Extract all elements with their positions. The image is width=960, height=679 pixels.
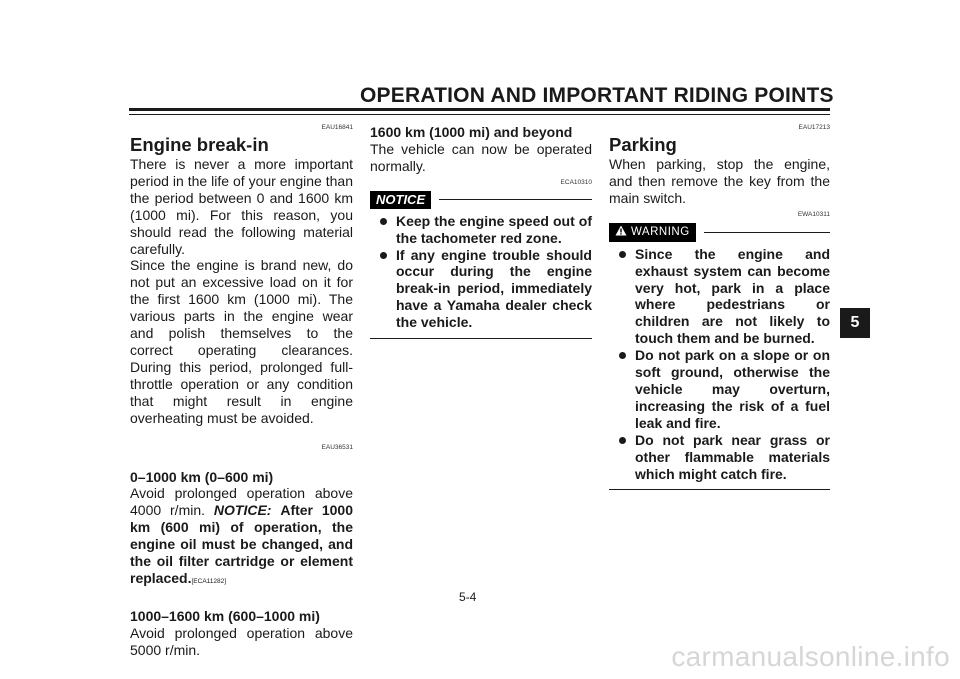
page-header-title: OPERATION AND IMPORTANT RIDING POINTS bbox=[360, 84, 834, 107]
list-item bbox=[370, 247, 592, 332]
warning-triangle-icon bbox=[615, 225, 627, 240]
list-item bbox=[609, 347, 830, 432]
paragraph: There is never a more important period in the life of your engine than the period between 0 and 1600 km (1000 mi). For this reason, you should read the following material carefully. bbox=[130, 156, 353, 257]
paragraph: Avoid prolonged operation above 5000 r/min. bbox=[130, 624, 353, 658]
list-item-text: Keep the engine speed out of the tachometer red zone. bbox=[396, 212, 592, 246]
warning-end-rule bbox=[609, 489, 830, 490]
reference-code: EWA10311 bbox=[797, 210, 830, 218]
chapter-tab: 5 bbox=[840, 308, 870, 338]
warning-header bbox=[609, 223, 830, 242]
section-heading-engine-break-in: Engine break-in bbox=[130, 134, 269, 155]
inline-notice-label: NOTICE: bbox=[213, 502, 272, 519]
bullet-icon bbox=[619, 251, 626, 258]
bullet-icon bbox=[619, 437, 626, 444]
list-item-text: Since the engine and exhaust system can become very hot, park in a place where pedestrians or children are not likely to touch them and be burned. bbox=[635, 245, 830, 347]
watermark-text: carmanualsonline.info bbox=[671, 641, 950, 672]
section-heading-parking: Parking bbox=[609, 134, 677, 155]
reference-code: EAU17213 bbox=[798, 124, 830, 131]
paragraph-with-notice bbox=[130, 485, 353, 590]
paragraph: Since the engine is brand new, do not put an excessive load on it for the first 1600 km (1000 mi). The various parts in the engine wear and polish themselves to the correct operating clearances. During this period, prolonged full-throttle operation or any condition that might result in engine overheating must be avoided. bbox=[130, 257, 353, 426]
notice-end-rule bbox=[370, 338, 592, 339]
subheading-1000-1600km: 1000–1600 km (600–1000 mi) bbox=[130, 607, 320, 624]
warning-badge bbox=[609, 223, 696, 242]
notice-badge: NOTICE bbox=[370, 191, 431, 209]
bullet-icon bbox=[380, 252, 387, 259]
notice-rule bbox=[439, 199, 592, 200]
notice-list bbox=[370, 213, 592, 331]
warning-list bbox=[609, 246, 830, 483]
list-item bbox=[609, 246, 830, 347]
paragraph: The vehicle can now be operated normally. bbox=[370, 140, 592, 174]
column-parking bbox=[609, 124, 830, 490]
bullet-icon bbox=[380, 218, 387, 225]
header-rule-thick bbox=[129, 108, 830, 111]
inline-notice-text: After 1000 km (600 mi) of operation, the engine oil must be changed, and the oil filter cartridge or element replaced. bbox=[130, 502, 354, 586]
reference-code: EAU36531 bbox=[321, 443, 353, 451]
subheading-0-1000km: 0–1000 km (0–600 mi) bbox=[130, 468, 274, 485]
paragraph-text: Avoid prolonged operation above 4000 r/min. bbox=[130, 485, 353, 519]
list-item bbox=[370, 213, 592, 247]
bullet-icon bbox=[619, 352, 626, 359]
warning-label: WARNING bbox=[631, 226, 690, 239]
column-beyond-1600km bbox=[370, 124, 592, 339]
notice-header bbox=[370, 191, 592, 209]
list-item-text: Do not park near grass or other flammable materials which might catch fire. bbox=[635, 431, 830, 482]
header-rule-thin bbox=[129, 114, 830, 115]
warning-rule bbox=[704, 232, 830, 233]
subheading-1600km-beyond: 1600 km (1000 mi) and beyond bbox=[370, 124, 573, 140]
list-item bbox=[609, 432, 830, 483]
list-item-text: If any engine trouble should occur during the engine break-in period, immediately have a Yamaha dealer check the vehicle. bbox=[396, 246, 592, 331]
reference-code: EAU16841 bbox=[321, 124, 353, 131]
paragraph: When parking, stop the engine, and then remove the key from the main switch. bbox=[609, 156, 830, 206]
list-item-text: Do not park on a slope or on soft ground, otherwise the vehicle may overturn, increasing the risk of a fuel leak and fire. bbox=[635, 347, 830, 431]
page-number: 5-4 bbox=[459, 590, 477, 604]
column-engine-break-in bbox=[130, 124, 353, 659]
reference-code: ECA10310 bbox=[560, 178, 592, 186]
inline-reference-code: [ECA11282] bbox=[191, 577, 227, 585]
